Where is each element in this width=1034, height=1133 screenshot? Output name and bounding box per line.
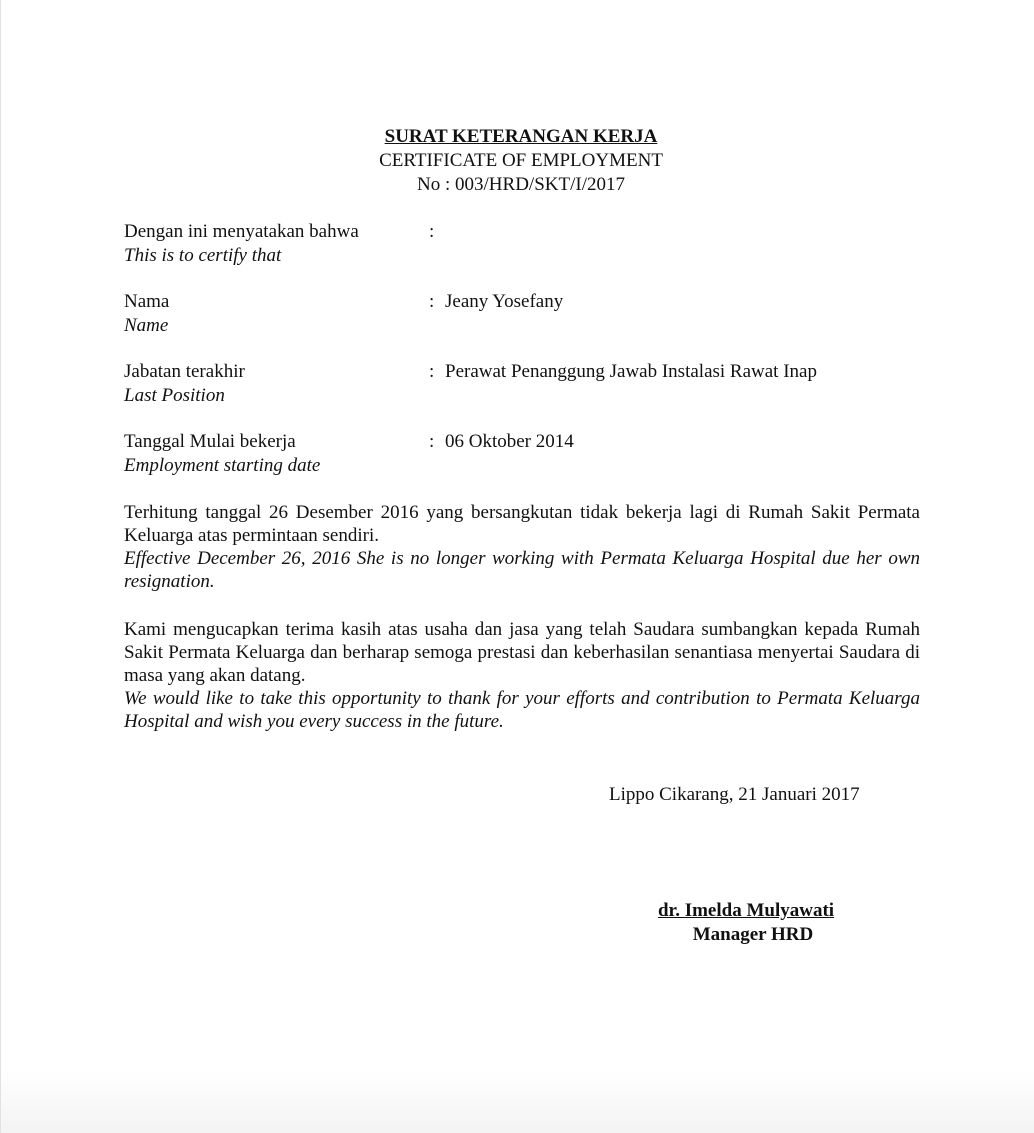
document-subtitle: CERTIFICATE OF EMPLOYMENT xyxy=(379,150,663,171)
employee-position: Perawat Penanggung Jawab Instalasi Rawat Inap xyxy=(445,361,817,382)
field-separator: : xyxy=(429,291,435,312)
field-label-english: This is to certify that xyxy=(124,245,282,266)
field-separator: : xyxy=(429,431,435,452)
thanks-text: Kami mengucapkan terima kasih atas usaha dan jasa yang telah Saudara sumbangkan kepada Rumah Sakit Permata Keluarga dan berharap semoga prestasi dan keberhasilan senantiasa menyertai Saudara di masa yang akan datang. xyxy=(124,619,920,686)
signatory-title: Manager HRD xyxy=(692,924,814,945)
signature-block xyxy=(601,899,891,947)
effective-paragraph xyxy=(124,501,920,593)
field-separator: : xyxy=(429,221,435,242)
field-start-date xyxy=(124,430,924,478)
field-label: Nama xyxy=(124,291,170,312)
effective-text-english: Effective December 26, 2016 She is no longer working with Permata Keluarga Hospital due her own resignation. xyxy=(124,548,920,592)
field-label-english: Name xyxy=(124,315,169,336)
field-position xyxy=(124,360,924,408)
document-title: SURAT KETERANGAN KERJA xyxy=(384,126,658,147)
place-and-date: Lippo Cikarang, 21 Januari 2017 xyxy=(609,784,860,805)
field-label-english: Last Position xyxy=(124,385,225,406)
field-label: Jabatan terakhir xyxy=(124,361,245,382)
field-label: Dengan ini menyatakan bahwa xyxy=(124,221,359,242)
employee-name: Jeany Yosefany xyxy=(445,291,564,312)
document-header xyxy=(1,125,1034,197)
thanks-text-english: We would like to take this opportunity to thank for your efforts and contribution to Permata Keluarga Hospital and wish you every success in the future. xyxy=(124,688,920,732)
field-certify xyxy=(124,220,924,268)
field-separator: : xyxy=(429,361,435,382)
field-label: Tanggal Mulai bekerja xyxy=(124,431,296,452)
thanks-paragraph xyxy=(124,618,920,733)
employment-start-date: 06 Oktober 2014 xyxy=(445,431,574,452)
field-label-english: Employment starting date xyxy=(124,455,321,476)
document-number: No : 003/HRD/SKT/I/2017 xyxy=(417,174,625,195)
field-name xyxy=(124,290,924,338)
signatory-name: dr. Imelda Mulyawati xyxy=(657,900,835,921)
effective-text: Terhitung tanggal 26 Desember 2016 yang bersangkutan tidak bekerja lagi di Rumah Sakit Permata Keluarga atas permintaan sendiri. xyxy=(124,502,920,546)
